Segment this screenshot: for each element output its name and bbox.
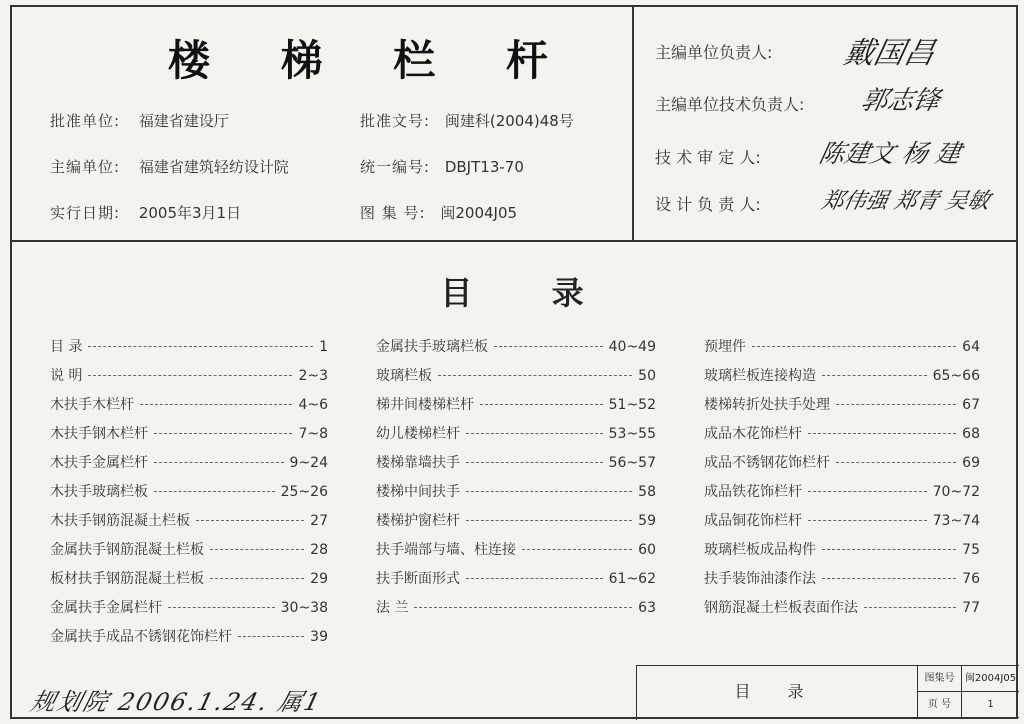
toc-entry-title: 金属扶手金属栏杆	[50, 600, 162, 616]
toc-entry-title: 玻璃栏板连接构造	[704, 368, 816, 384]
toc-entry-page: 51~52	[608, 397, 656, 413]
toc-entry-page: 65~66	[932, 368, 980, 384]
toc-entry	[704, 365, 980, 385]
toc-entry-page: 77	[962, 600, 980, 616]
toc-entry	[704, 336, 980, 356]
toc-entry	[376, 510, 656, 530]
toc-entry-page: 76	[962, 571, 980, 587]
toc-entry-title: 楼梯护窗栏杆	[376, 513, 460, 529]
atlas-no-row	[360, 202, 517, 223]
toc-entry-page: 29	[310, 571, 328, 587]
toc-leader-dots	[822, 549, 956, 550]
toc-entry-page: 1	[319, 339, 328, 355]
toc-entry	[376, 336, 656, 356]
toc-entry-page: 2~3	[298, 368, 328, 384]
toc-entry-page: 4~6	[298, 397, 328, 413]
toc-entry-page: 27	[310, 513, 328, 529]
toc-entry-page: 63	[638, 600, 656, 616]
unified-no-value: DBJT13-70	[444, 158, 524, 176]
chief-signature: 戴国昌	[840, 36, 938, 71]
editor-unit-label: 主编单位:	[50, 158, 121, 176]
atlas-no-value: 闽2004J05	[440, 204, 518, 222]
toc-entry-page: 69	[962, 455, 980, 471]
toc-leader-dots	[154, 433, 292, 434]
atlas-title: 楼 梯 栏 杆	[168, 36, 576, 85]
review-signature: 陈建文 杨 建	[816, 139, 964, 168]
approval-doc-row	[360, 110, 574, 131]
toc-entry-title: 扶手端部与墙、柱连接	[376, 542, 516, 558]
toc-leader-dots	[168, 607, 275, 608]
toc-leader-dots	[752, 346, 956, 347]
toc-leader-dots	[836, 462, 956, 463]
toc-entry-title: 目 录	[50, 339, 83, 355]
title-block-atlas-label: 图集号	[917, 666, 961, 692]
toc-leader-dots	[466, 520, 632, 521]
toc-entry-page: 50	[638, 368, 656, 384]
toc-entry-title: 木扶手金属栏杆	[50, 455, 148, 471]
toc-entry	[376, 597, 656, 617]
atlas-no-label: 图 集 号:	[360, 204, 426, 222]
toc-entry	[50, 568, 328, 588]
unified-no-row	[360, 156, 524, 177]
toc-entry-title: 成品铜花饰栏杆	[704, 513, 802, 529]
toc-entry-page: 25~26	[280, 484, 328, 500]
editor-unit-row	[50, 156, 289, 177]
toc-leader-dots	[466, 462, 603, 463]
toc-entry-title: 金属扶手成品不锈钢花饰栏杆	[50, 629, 232, 645]
approval-doc-value: 闽建科(2004)48号	[444, 112, 574, 130]
toc-entry-page: 64	[962, 339, 980, 355]
toc-entry	[50, 452, 328, 472]
toc-entry-page: 28	[310, 542, 328, 558]
toc-leader-dots	[154, 491, 275, 492]
toc-entry-page: 61~62	[608, 571, 656, 587]
title-block-page-value: 1	[961, 692, 1019, 718]
toc-leader-dots	[522, 549, 632, 550]
toc-entry	[704, 510, 980, 530]
toc-entry	[704, 568, 980, 588]
toc-entry	[50, 597, 328, 617]
toc-entry-page: 30~38	[280, 600, 328, 616]
toc-entry-title: 成品不锈钢花饰栏杆	[704, 455, 830, 471]
toc-entry-page: 7~8	[298, 426, 328, 442]
toc-entry	[704, 597, 980, 617]
toc-leader-dots	[238, 636, 304, 637]
toc-entry-page: 39	[310, 629, 328, 645]
approval-unit-row	[50, 110, 229, 131]
effective-date-value: 2005年3月1日	[138, 204, 242, 222]
toc-leader-dots	[480, 404, 603, 405]
toc-entry-title: 木扶手木栏杆	[50, 397, 134, 413]
toc-entry-page: 75	[962, 542, 980, 558]
toc-entry	[50, 626, 328, 646]
toc-entry-page: 53~55	[608, 426, 656, 442]
toc-leader-dots	[808, 433, 956, 434]
toc-entry-title: 钢筋混凝土栏板表面作法	[704, 600, 858, 616]
toc-leader-dots	[808, 520, 927, 521]
toc-entry-title: 板材扶手钢筋混凝土栏板	[50, 571, 204, 587]
design-label: 设 计 负 责 人:	[655, 195, 761, 214]
toc-entry-page: 40~49	[608, 339, 656, 355]
toc-entry	[704, 394, 980, 414]
toc-leader-dots	[808, 491, 927, 492]
toc-entry	[376, 365, 656, 385]
toc-entry-title: 扶手装饰油漆作法	[704, 571, 816, 587]
toc-leader-dots	[466, 433, 603, 434]
toc-entry-page: 9~24	[289, 455, 328, 471]
toc-entry-page: 60	[638, 542, 656, 558]
toc-entry-page: 68	[962, 426, 980, 442]
toc-entry-title: 幼儿楼梯栏杆	[376, 426, 460, 442]
toc-entry	[50, 481, 328, 501]
toc-entry	[704, 481, 980, 501]
toc-entry-title: 木扶手钢筋混凝土栏板	[50, 513, 190, 529]
toc-entry-title: 木扶手钢木栏杆	[50, 426, 148, 442]
toc-leader-dots	[822, 375, 927, 376]
toc-entry	[50, 510, 328, 530]
toc-leader-dots	[210, 549, 304, 550]
approval-unit-label: 批准单位:	[50, 112, 121, 130]
toc-entry-title: 预埋件	[704, 339, 746, 355]
toc-entry	[376, 452, 656, 472]
editor-unit-value: 福建省建筑轻纺设计院	[138, 158, 289, 176]
handwritten-note: 规划院 2006.1.24. 属1	[27, 688, 326, 716]
toc-entry-title: 法 兰	[376, 600, 409, 616]
toc-entry	[704, 423, 980, 443]
toc-leader-dots	[88, 375, 292, 376]
toc-entry	[50, 336, 328, 356]
toc-leader-dots	[414, 607, 632, 608]
toc-entry-page: 59	[638, 513, 656, 529]
chief-label: 主编单位负责人:	[655, 43, 773, 62]
toc-entry-title: 说 明	[50, 368, 83, 384]
toc-entry-title: 楼梯中间扶手	[376, 484, 460, 500]
title-block-atlas-value: 闽2004J05	[961, 666, 1019, 692]
toc-entry-page: 70~72	[932, 484, 980, 500]
toc-leader-dots	[836, 404, 956, 405]
toc-leader-dots	[822, 578, 956, 579]
toc-entry-page: 56~57	[608, 455, 656, 471]
toc-title: 目 录	[440, 274, 618, 312]
tech-label: 主编单位技术负责人:	[655, 95, 805, 114]
toc-entry	[704, 452, 980, 472]
toc-leader-dots	[196, 520, 304, 521]
title-block-page-label: 页 号	[917, 692, 961, 718]
toc-leader-dots	[154, 462, 284, 463]
toc-entry	[50, 423, 328, 443]
unified-no-label: 统一编号:	[360, 158, 431, 176]
header-divider-vertical	[632, 5, 634, 241]
toc-leader-dots	[864, 607, 956, 608]
toc-entry-title: 玻璃栏板成品构件	[704, 542, 816, 558]
toc-leader-dots	[210, 578, 304, 579]
toc-leader-dots	[140, 404, 292, 405]
approval-unit-value: 福建省建设厅	[138, 112, 229, 130]
toc-leader-dots	[466, 491, 632, 492]
toc-entry-title: 楼梯转折处扶手处理	[704, 397, 830, 413]
toc-entry-title: 金属扶手钢筋混凝土栏板	[50, 542, 204, 558]
toc-entry-title: 成品铁花饰栏杆	[704, 484, 802, 500]
title-block-name: 目 录	[734, 682, 820, 701]
design-signature: 郑伟强 郑青 吴敏	[818, 189, 993, 214]
toc-entry	[376, 394, 656, 414]
review-label: 技 术 审 定 人:	[655, 148, 761, 167]
toc-leader-dots	[88, 346, 313, 347]
toc-entry-page: 67	[962, 397, 980, 413]
toc-entry-title: 木扶手玻璃栏板	[50, 484, 148, 500]
approval-doc-label: 批准文号:	[360, 112, 431, 130]
toc-leader-dots	[494, 346, 603, 347]
toc-entry-title: 玻璃栏板	[376, 368, 432, 384]
toc-entry-page: 73~74	[932, 513, 980, 529]
effective-date-label: 实行日期:	[50, 204, 121, 222]
toc-leader-dots	[466, 578, 603, 579]
toc-entry	[50, 365, 328, 385]
toc-entry	[376, 539, 656, 559]
title-block	[636, 665, 1019, 720]
toc-leader-dots	[438, 375, 632, 376]
toc-entry	[376, 423, 656, 443]
toc-entry	[376, 568, 656, 588]
tech-signature: 郭志锋	[858, 86, 943, 116]
toc-entry	[50, 394, 328, 414]
toc-entry-title: 扶手断面形式	[376, 571, 460, 587]
toc-entry-title: 成品木花饰栏杆	[704, 426, 802, 442]
toc-entry-title: 楼梯靠墙扶手	[376, 455, 460, 471]
toc-entry	[50, 539, 328, 559]
toc-entry	[704, 539, 980, 559]
effective-date-row	[50, 202, 241, 223]
toc-entry-title: 金属扶手玻璃栏板	[376, 339, 488, 355]
header-divider-horizontal	[10, 240, 1018, 242]
toc-entry-title: 梯井间楼梯栏杆	[376, 397, 474, 413]
toc-entry-page: 58	[638, 484, 656, 500]
toc-entry	[376, 481, 656, 501]
